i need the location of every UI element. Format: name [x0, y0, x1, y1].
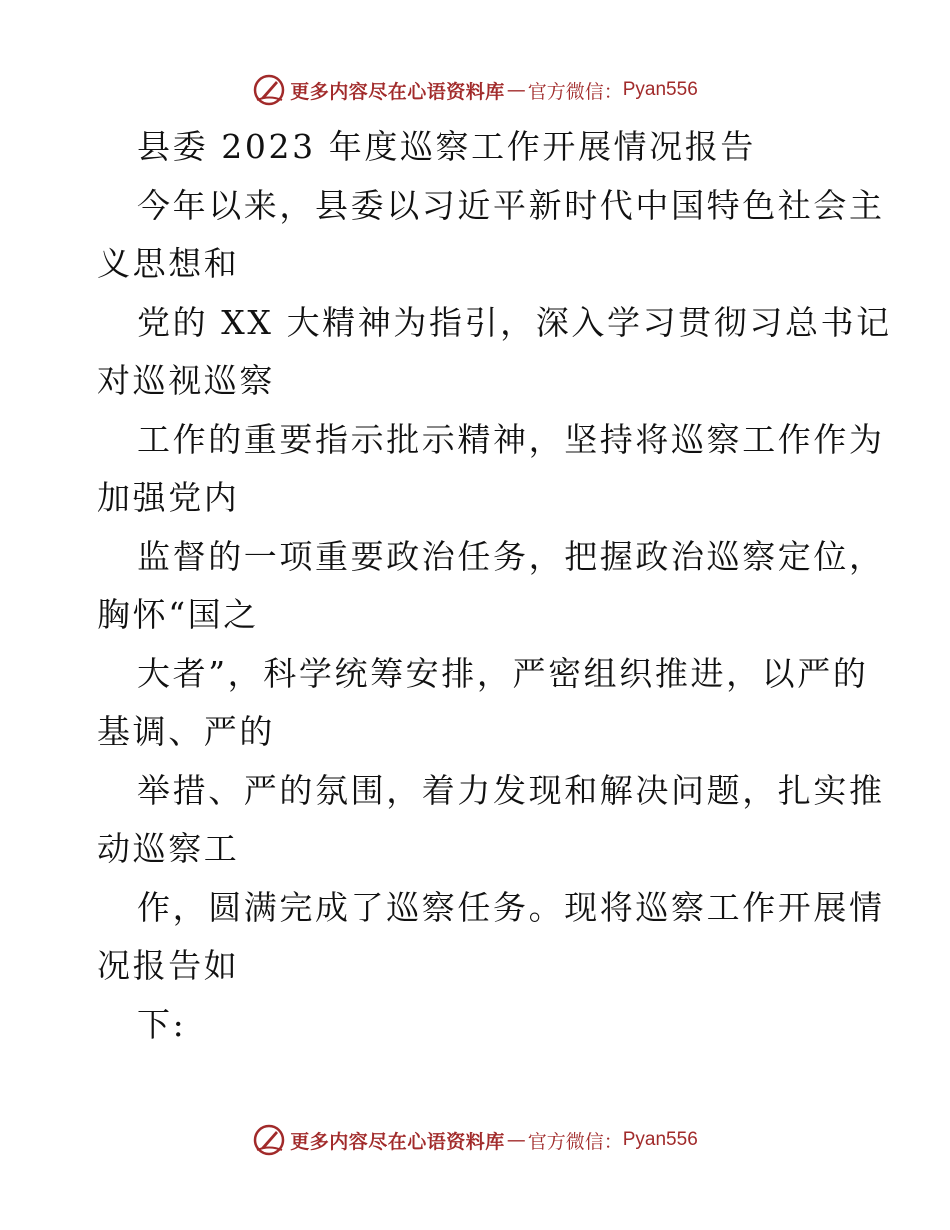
paragraph-line: 对巡视巡察	[97, 361, 275, 400]
document-title: 县委 2023 年度巡察工作开展情况报告	[137, 127, 756, 166]
watermark-text: 更多内容尽在心语资料库	[290, 80, 505, 103]
paragraph-line: 义思想和	[97, 244, 240, 283]
paragraph-line: 胸怀“国之	[97, 595, 259, 634]
paragraph-line: 下:	[137, 1005, 187, 1044]
watermark-wechat-id: Pyan556	[622, 79, 698, 100]
watermark-dash: —	[506, 1129, 526, 1151]
paragraph-line: 作，圆满完成了巡察任务。现将巡察工作开展情	[137, 888, 885, 927]
watermark-footer	[0, 1120, 950, 1160]
paragraph-line: 工作的重要指示批示精神，坚持将巡察工作作为	[137, 420, 885, 459]
paragraph-line: 基调、严的	[97, 712, 275, 751]
paragraph-line: 大者”，科学统筹安排，严密组织推进，以严的	[137, 654, 869, 693]
watermark-dash: —	[506, 79, 526, 101]
paragraph-line: 监督的一项重要政治任务，把握政治巡察定位，	[137, 537, 885, 576]
quill-logo-icon	[252, 1123, 286, 1157]
watermark-wechat-id: Pyan556	[622, 1129, 698, 1150]
paragraph-line: 今年以来，县委以习近平新时代中国特色社会主	[137, 186, 885, 225]
paragraph-line: 举措、严的氛围，着力发现和解决问题，扎实推	[137, 771, 885, 810]
paragraph-line: 况报告如	[97, 946, 240, 985]
watermark-wechat-label: 官方微信：	[527, 80, 623, 103]
paragraph-line: 动巡察工	[97, 829, 240, 868]
paragraph-line: 党的 XX 大精神为指引，深入学习贯彻习总书记	[137, 303, 892, 342]
watermark-wechat-label: 官方微信：	[527, 1130, 623, 1153]
watermark-text: 更多内容尽在心语资料库	[290, 1130, 505, 1153]
paragraph-line: 加强党内	[97, 478, 240, 517]
